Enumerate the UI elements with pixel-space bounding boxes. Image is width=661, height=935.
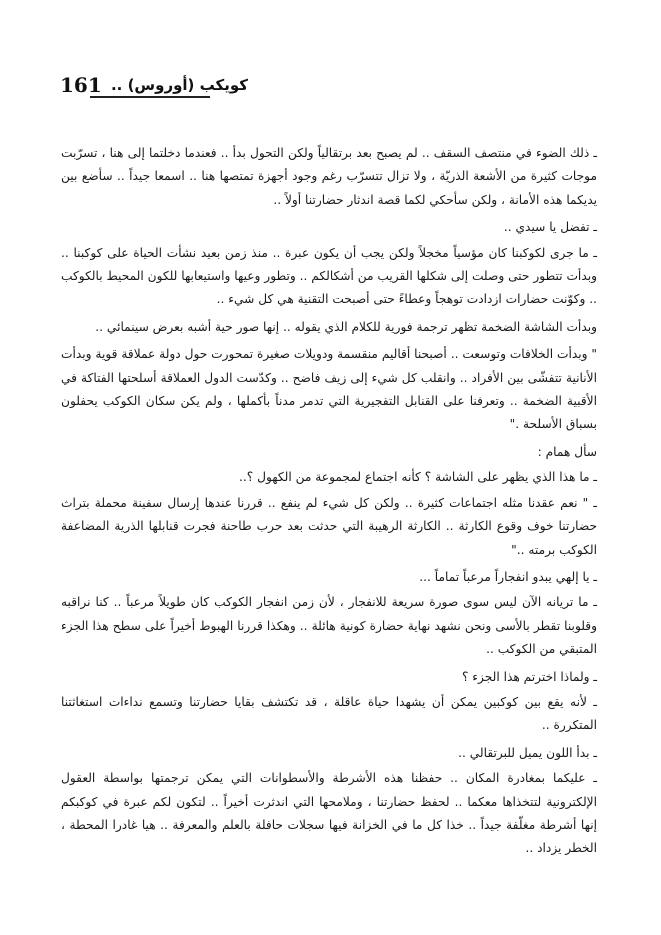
paragraph: ـ لأنه يقع بين كوكبين يمكن أن يشهدا حياة عاقلة ، قد تكتشف بقايا حضارتنا وتسمع نداءات استغاثتنا المتكررة ..: [61, 694, 597, 733]
paragraph: ـ ولماذا اخترتم هذا الجزء ؟: [461, 669, 597, 684]
page-number: 161: [60, 73, 102, 97]
paragraph: ـ بدأ اللون يميل للبرتقالي ..: [458, 745, 597, 760]
paragraph: سأل همام :: [537, 444, 597, 459]
header-rule: [90, 96, 210, 98]
paragraph: ـ " نعم عقدنا مثله اجتماعات كثيرة .. ولكن كل شيء لم ينفع .. قررنا عندها إرسال سفينة محملة بتراث حضارتنا خوف وقوع الكارثة .. الكارثة الرهيبة التي حدثت بعد حرب طاحنة فجرت قنابلها الذرية المضاعفة الكوكب برمته ..": [61, 495, 597, 557]
paragraph: ـ ما تريانه الآن ليس سوى صورة سريعة للانفجار ، لأن زمن انفجار الكوكب كان طويلاً مرعباً .. كنا نراقبه وقلوبنا تقطر بالأسى ونحن نشهد نهاية حضارة كونية هائلة .. وهكذا قررنا الهبوط أخيراً على سطح هذا الجزء المتبقي من الكوكب ..: [61, 595, 597, 657]
paragraph: وبدأت الشاشة الضخمة تظهر ترجمة فورية للكلام الذي يقوله .. إنها صور حية أشبه بعرض سينمائي ..: [95, 319, 597, 334]
page-header: [60, 74, 600, 100]
paragraph: ـ يا إلهي يبدو انفجاراً مرعباً تماماً ...: [419, 569, 597, 584]
running-title: كويكب (أوروس) ..: [110, 76, 248, 94]
paragraph: ـ تفضل يا سيدي ..: [503, 220, 597, 235]
paragraph: ـ ذلك الضوء في منتصف السقف .. لم يصبح بعد برتقالياً ولكن التحول بدأ .. فعندما دخلتما إلى هنا ، تسرّبت موجات كثيرة من الأشعة الذريّة ، ولا تزال تتسرّب رغم وجود أجهزة تمتصها هنا .. اسمعا جيداً .. سأضع بين يديكما هذه الأمانة ، ولكن سأحكي لكما قصة اندثار حضارتنا أولاً ..: [61, 146, 597, 207]
paragraph: " وبدأت الخلافات وتوسعت .. أصبحنا أقاليم منقسمة ودويلات صغيرة تمحورت حول دولة عملاقة قوية وبدأت الأنانية تتفشّى بين الأفراد .. وانقلب كل شيء إلى زيف فاضح .. وكدّست الدول العملاقة أسلحتها الفتاكة في الأقبية الضخمة .. وتعرفنا على القنابل التفجيرية التي تدمر مدناً بأكملها ، ولم يكن سكان الكوكب يحفلون بسباق الأسلحة .": [61, 347, 597, 432]
paragraph: ـ عليكما بمغادرة المكان .. حفظنا هذه الأشرطة والأسطوانات التي يمكن ترجمتها بواسطة العقول الإلكترونية لتتخذاها معكما .. لحفظ حضارتنا ، وملامحها التي اندثرت أخيراً .. لتكون لكم عبرة في كوكبكم إنها أشرطة مغلّفة جيداً .. خذا كل ما في الخزانة فيها سجلات حافلة بالعلم والمعرفة .. هيا غادرا المحطة ، الخطر يزداد ..: [61, 771, 597, 856]
body-text: [61, 142, 597, 865]
paragraph: ـ ما جرى لكوكبنا كان مؤسياً مخجلاً ولكن يجب أن يكون عبرة .. منذ زمن بعيد نشأت الحياة على كوكبنا .. وبدأت تتطور حتى وصلت إلى شكلها القريب من أشكالكم .. وتطور وعيها واستيعابها للكون المحيط بالكوكب .. وكوّنت حضارات ازدادت توهجاً وعطاءً حتى أصبحت التقنية هي كل شيء ..: [61, 245, 597, 307]
paragraph: ـ ما هذا الذي يظهر على الشاشة ؟ كأنه اجتماع لمجموعة من الكهول ؟..: [239, 470, 597, 485]
